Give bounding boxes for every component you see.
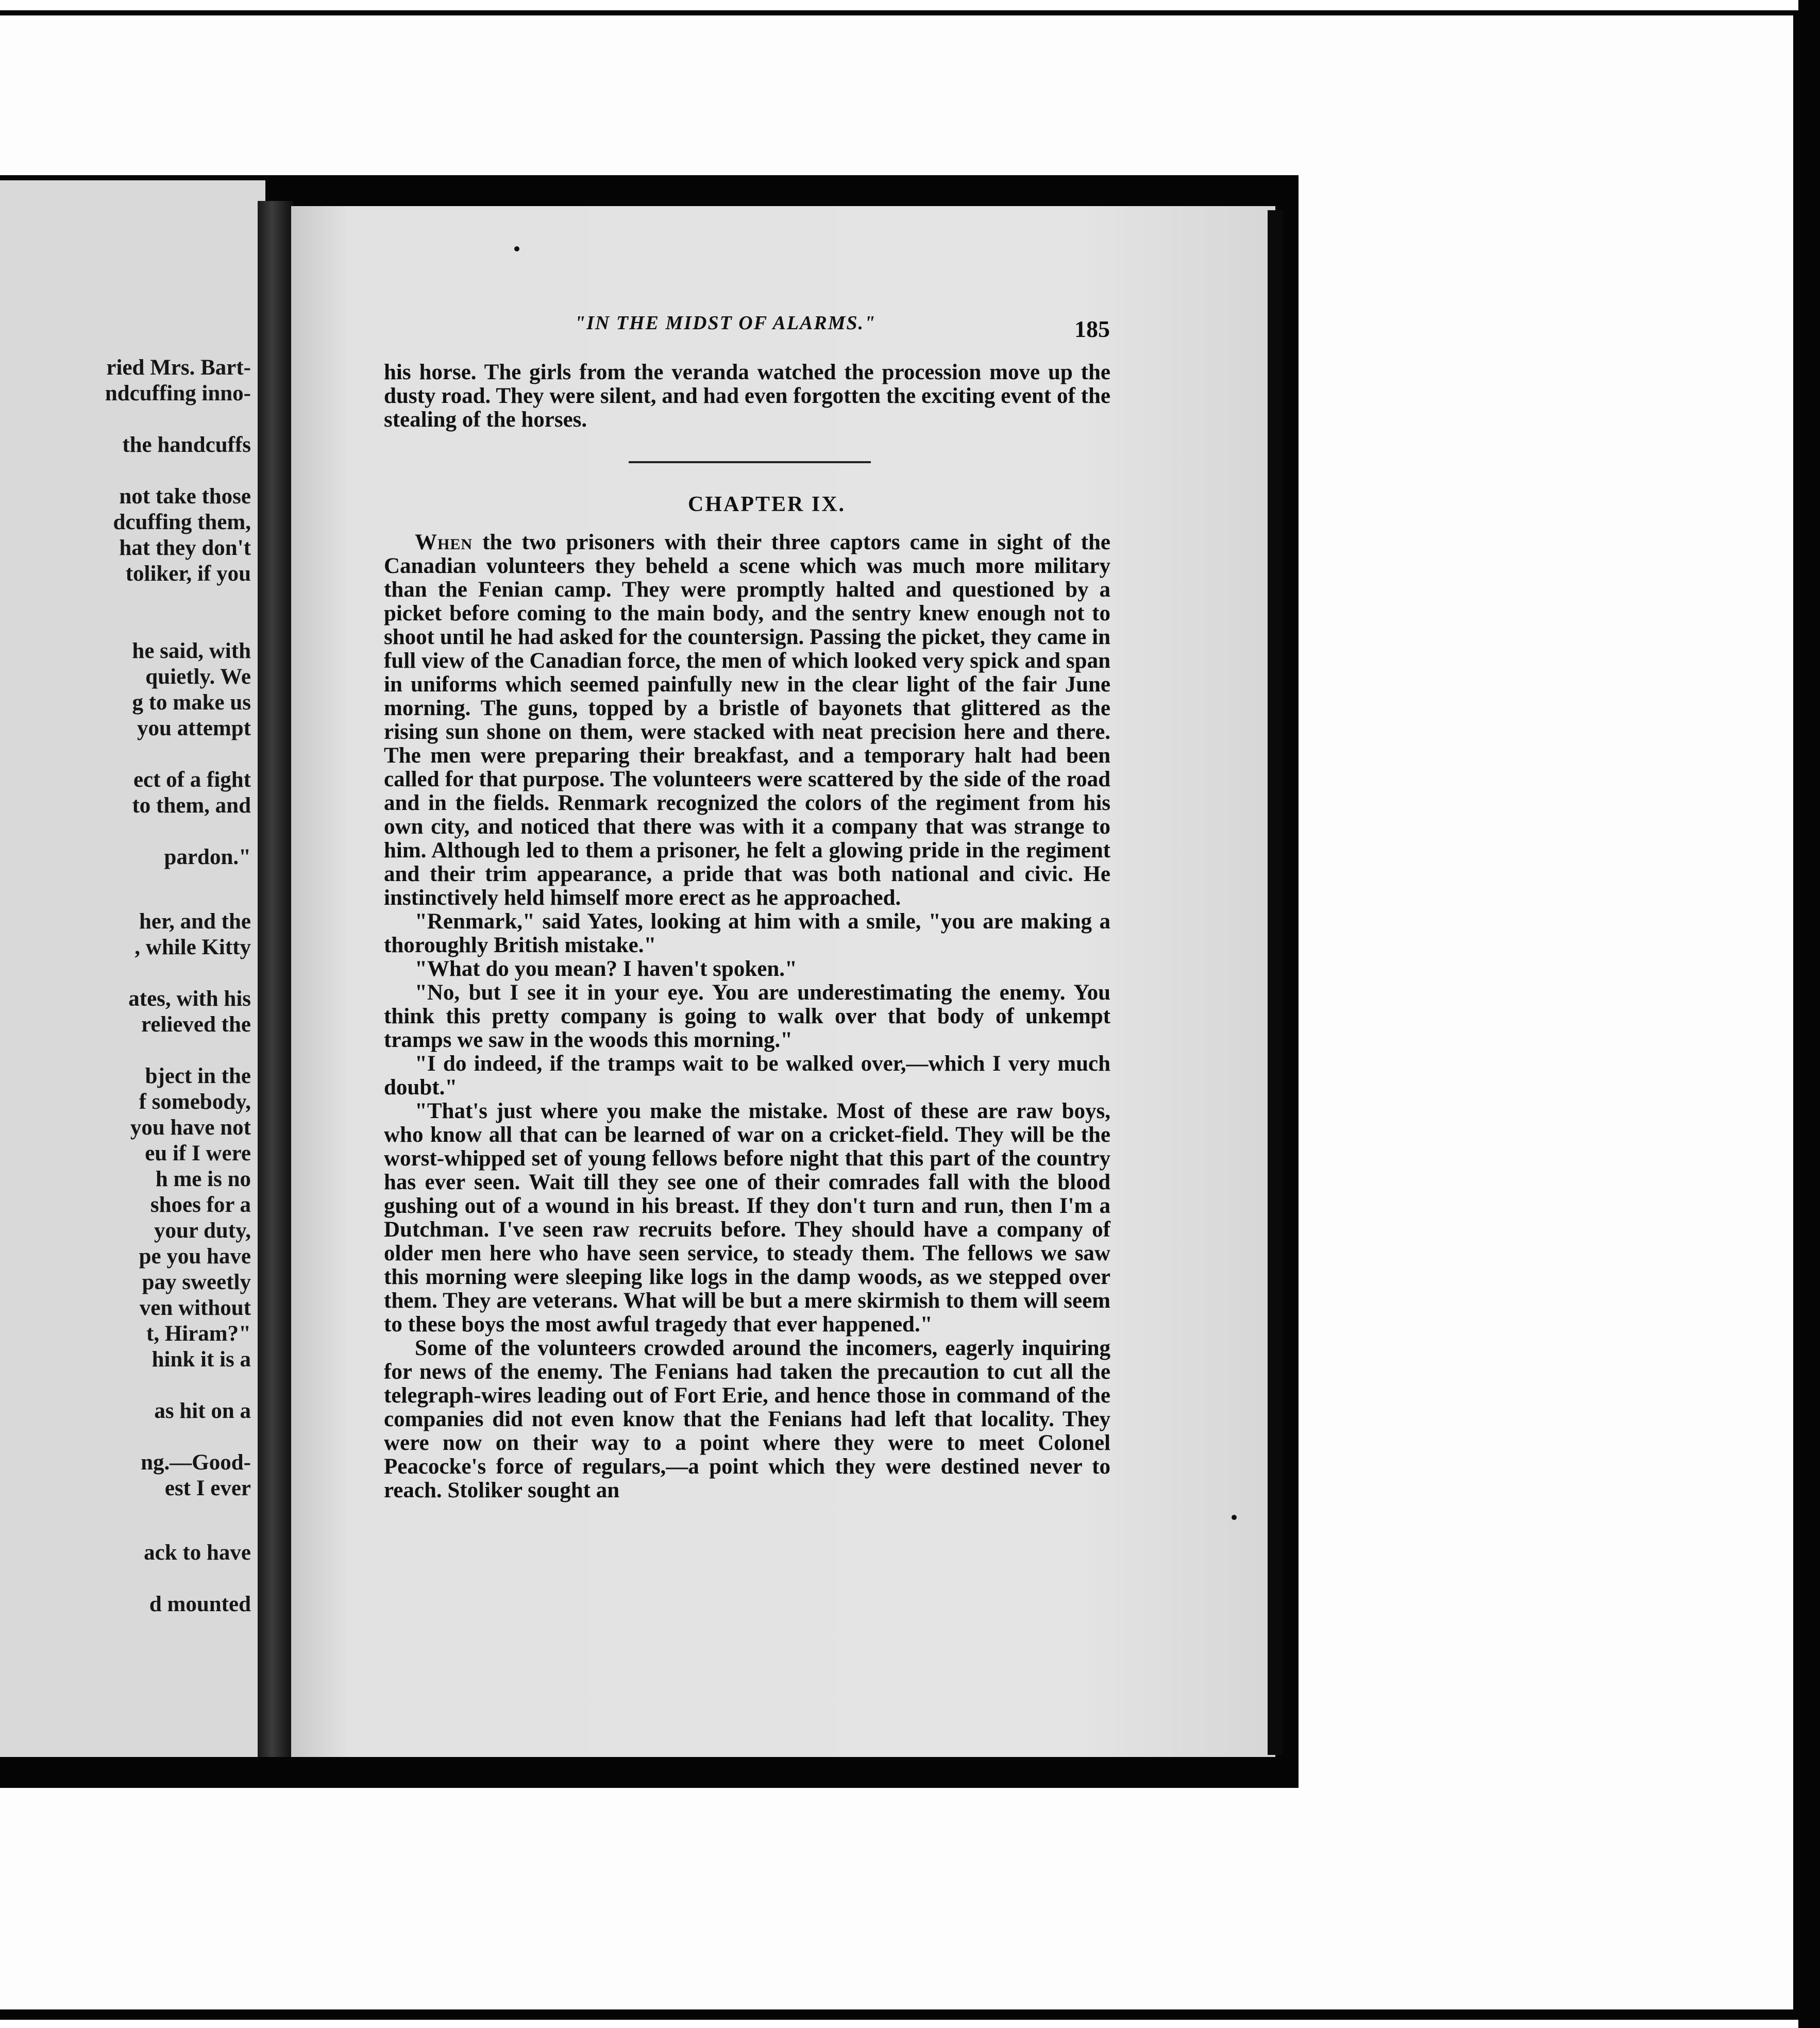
left-page-line: pardon." <box>164 845 251 869</box>
left-page-line: eu if I were <box>145 1141 251 1165</box>
paragraph-1-text: the two prisoners with their three captors came in sight of the Canadian volunteers they beheld a scene which was much more military than the Fenian camp. They were promptly halted and questioned by a picket before coming to the main body, and the sentry knew enough not to shoot until he had asked for the countersign. Passing the picket, they came in full view of the Canadian force, the men of which looked very spick and span in uniforms which seemed painfully new in the clear light of the fair June morning. The guns, topped by a bristle of bayonets that glittered as the rising sun shone on them, were stacked with neat precision here and there. The men were preparing their breakfast, and a temporary halt had been called for that purpose. The volunteers were scattered by the side of the road and in the fields. Renmark recognized the colors of the regiment from his own city, and noticed that there was with it a company that was strange to him. Although led to them a prisoner, he felt a glowing pride in the regiment and their trim appearance, a pride that was both national and civic. He instinctively held himself more erect as he approached. <box>384 530 1110 910</box>
paragraph-1 <box>384 531 1110 910</box>
ink-speck <box>514 246 519 251</box>
left-page-line: he said, with <box>132 639 251 663</box>
left-page-line: toliker, if you <box>125 562 251 586</box>
left-page-fragment <box>0 180 265 1757</box>
left-page-line: you have not <box>130 1116 251 1140</box>
paragraph-2: "Renmark," said Yates, looking at him with a smile, "you are making a thoroughly British mistake." <box>384 909 1110 957</box>
left-page-line: quietly. We <box>145 665 251 689</box>
paragraph-4: "No, but I see it in your eye. You are underestimating the enemy. You think this pretty company is going to walk over that body of unkempt tramps we saw in the woods this morning." <box>384 981 1110 1052</box>
left-page-line: as hit on a <box>154 1399 251 1423</box>
left-page-line: you attempt <box>137 716 251 740</box>
left-page-line: ect of a fight <box>133 768 251 792</box>
left-page-line: not take those <box>119 484 251 509</box>
chapter-first-word: When <box>415 530 473 554</box>
left-page-line: pay sweetly <box>142 1270 251 1294</box>
left-page-line: ates, with his <box>128 987 251 1011</box>
left-page-line: ndcuffing inno- <box>105 381 251 405</box>
left-page-line: ng.—Good- <box>141 1450 251 1475</box>
paragraph-3: "What do you mean? I haven't spoken." <box>415 957 797 981</box>
opening-paragraph: his horse. The girls from the veranda watched the procession move up the dusty road. They were silent, and had even forgotten the exciting event of the stealing of the horses. <box>384 360 1110 432</box>
left-page-line: hat they don't <box>119 536 251 560</box>
left-page-line: bject in the <box>145 1064 251 1088</box>
page-number: 185 <box>1074 316 1110 342</box>
page-edge <box>1268 210 1283 1755</box>
right-margin <box>1299 21 1793 2009</box>
paragraph-5: "I do indeed, if the tramps wait to be walked over,—which I very much doubt." <box>384 1052 1110 1100</box>
left-page-line: shoes for a <box>150 1193 251 1217</box>
left-page-line: pe you have <box>139 1244 251 1269</box>
paragraph-6: "That's just where you make the mistake. Most of these are raw boys, who know all that can be learned of war on a cricket-field. They will be the worst-whipped set of young fellows before night that this part of the country has ever seen. Wait till they see one of their comrades fall with the blood gushing out of a wound in his breast. If they don't turn and run, then I'm a Dutchman. I've seen raw recruits before. They should have a company of older men here who have seen service, to steady them. The fellows we saw this morning were sleeping like logs in the damp woods, as we stepped over them. They are veterans. What will be but a mere skirmish to them will seem to these boys the most awful tragedy that ever happened." <box>384 1099 1110 1337</box>
chapter-body <box>384 531 1110 1502</box>
ink-speck <box>1232 1515 1237 1520</box>
left-page-line: hink it is a <box>151 1347 251 1372</box>
left-page-line: f somebody, <box>139 1090 251 1114</box>
film-frame-right-edge <box>1798 0 1820 2028</box>
left-page-line: to them, and <box>132 793 251 818</box>
left-page-line: ried Mrs. Bart- <box>106 356 251 380</box>
left-page-line: your duty, <box>154 1219 251 1243</box>
paragraph-7: Some of the volunteers crowded around the incomers, eagerly inquiring for news of the enemy. The Fenians had taken the precaution to cut all the telegraph-wires leading out of Fort Erie, and hence those in command of the companies did not even know that the Fenians had left that locality. They were now on their way to a point where they were to meet Colonel Peacocke's force of regulars,—a point which they were destined never to reach. Stoliker sought an <box>384 1336 1110 1502</box>
opening-paragraph-block <box>384 361 1110 432</box>
bottom-margin <box>0 1788 1793 2009</box>
left-page-line: her, and the <box>139 909 251 934</box>
left-page-line: est I ever <box>164 1476 251 1500</box>
left-page-line: d mounted <box>149 1592 251 1616</box>
chapter-title: CHAPTER IX. <box>688 493 846 516</box>
book-binding <box>258 201 294 1757</box>
running-header: "IN THE MIDST OF ALARMS." <box>575 312 877 334</box>
left-page-line: relieved the <box>141 1012 251 1037</box>
left-page-line: h me is no <box>155 1167 251 1191</box>
section-divider <box>629 461 871 463</box>
left-page-line: g to make us <box>132 690 251 715</box>
left-page-line: , while Kitty <box>134 935 251 959</box>
left-page-line: ven without <box>139 1296 251 1320</box>
top-border <box>0 0 1820 10</box>
left-page-line: the handcuffs <box>122 433 251 457</box>
left-page-line: t, Hiram?" <box>146 1322 251 1346</box>
left-page-line: dcuffing them, <box>113 510 251 534</box>
left-page-line: ack to have <box>144 1541 251 1565</box>
